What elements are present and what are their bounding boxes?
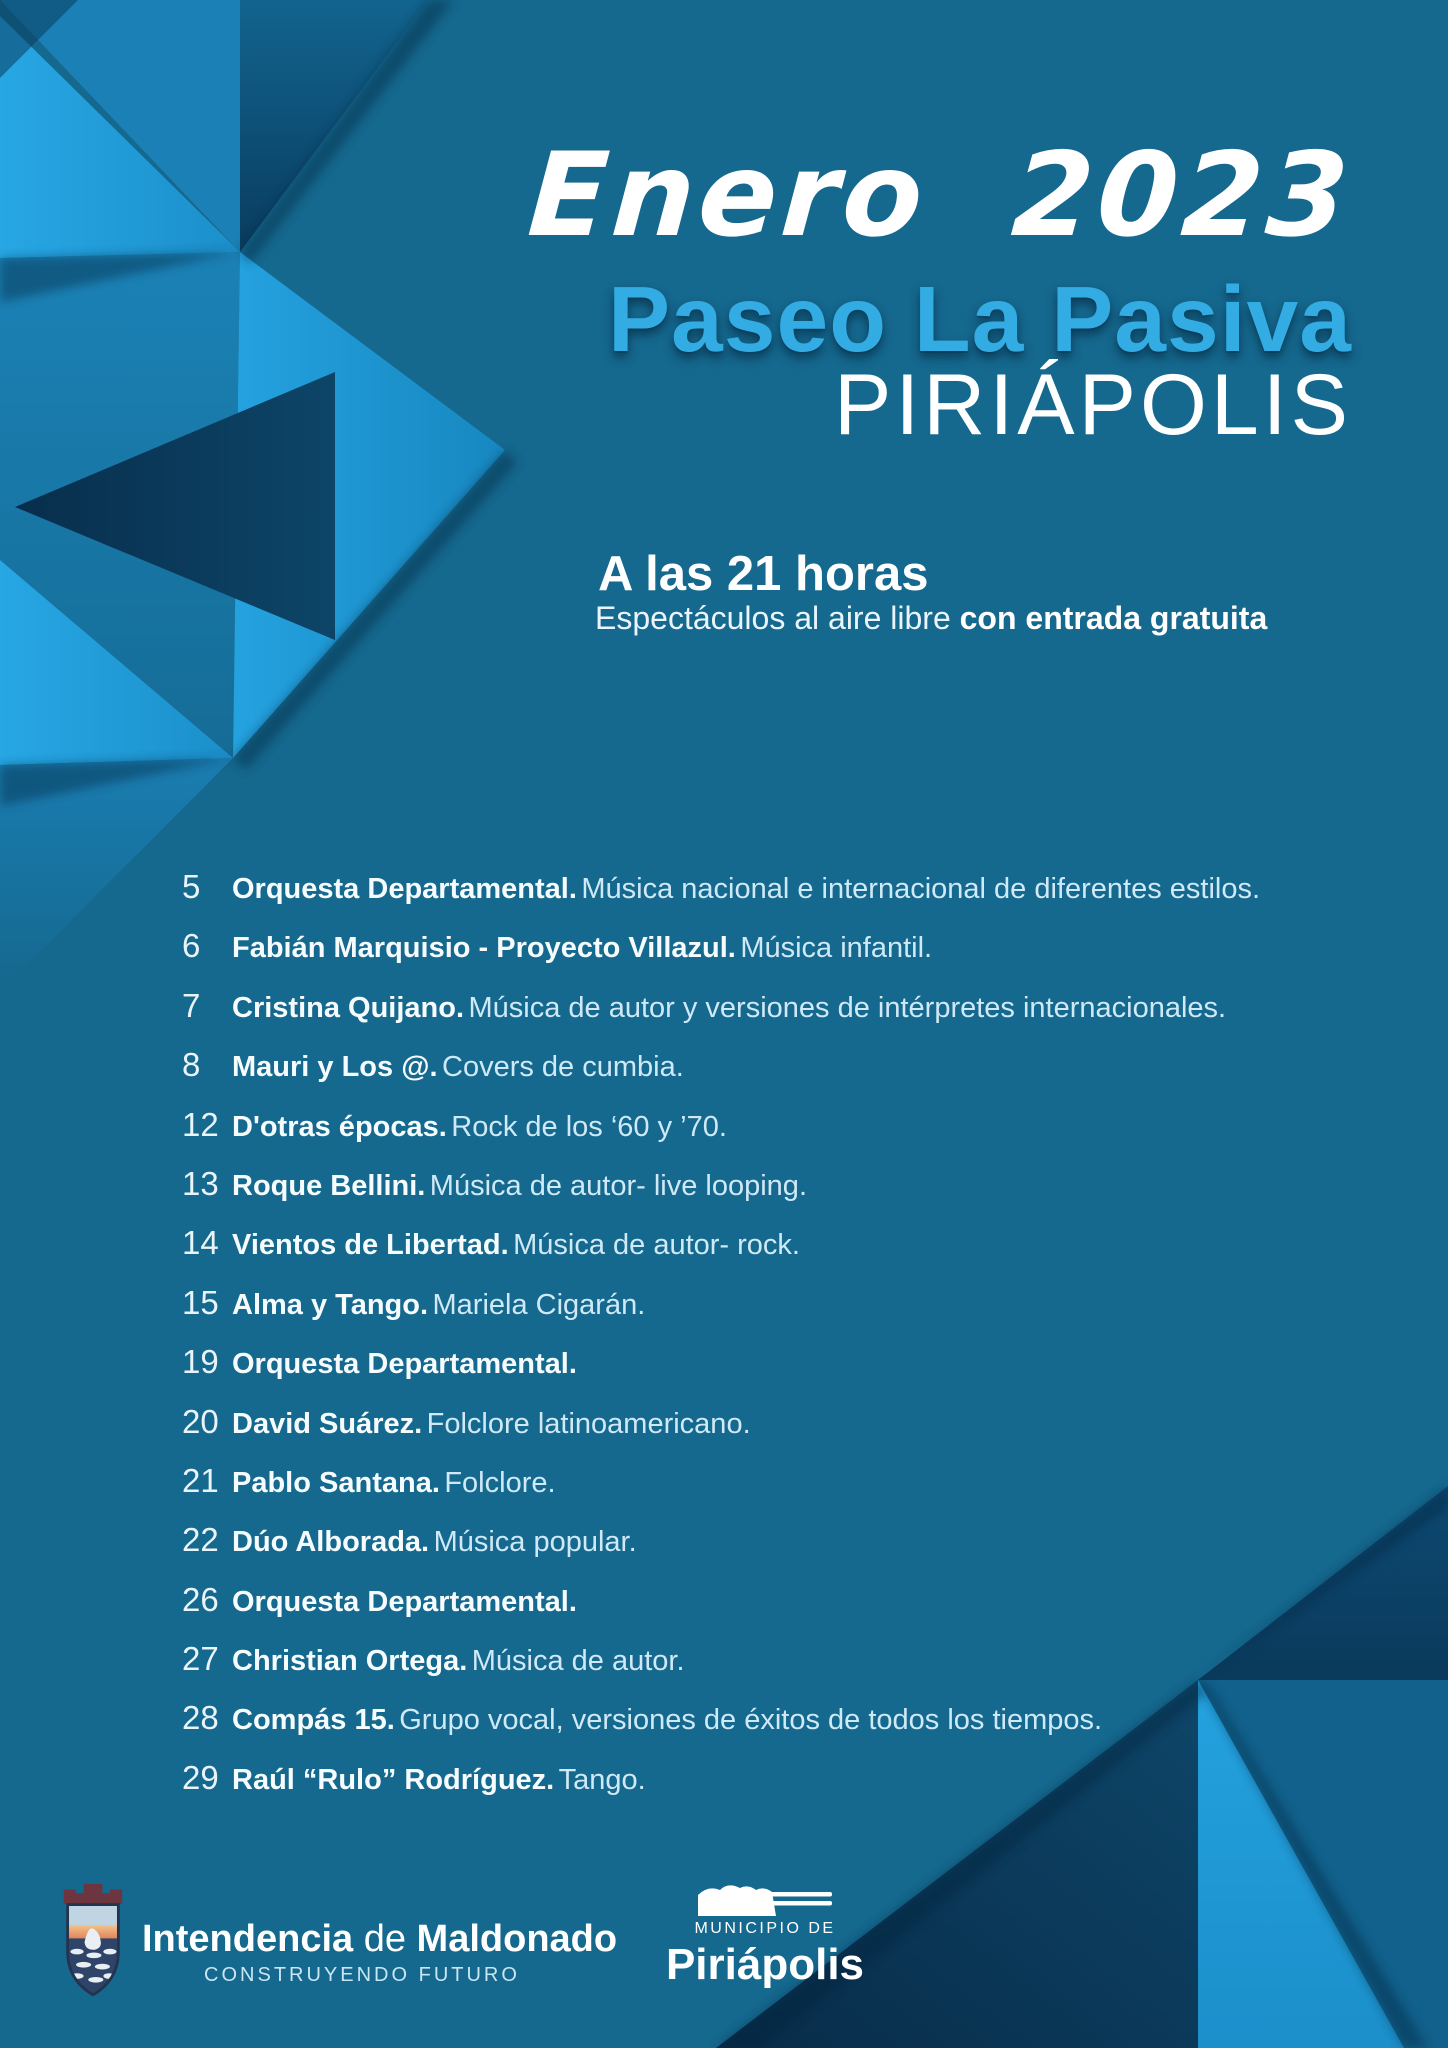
- list-item: [182, 1154, 1422, 1213]
- event-day: 20: [182, 1402, 219, 1440]
- list-item: [182, 1688, 1422, 1747]
- event-name: Raúl “Rulo” Rodríguez.: [232, 1763, 555, 1796]
- municipio-name: Piriápolis: [665, 1940, 865, 1989]
- event-day: 13: [182, 1164, 219, 1202]
- list-item: [182, 1748, 1422, 1807]
- event-day: 6: [182, 927, 201, 965]
- event-name: Roque Bellini.: [232, 1169, 426, 1202]
- list-item: [182, 1510, 1422, 1569]
- event-description: Música de autor.: [471, 1645, 685, 1678]
- event-day: 15: [182, 1283, 219, 1321]
- subtitle: [595, 600, 1267, 637]
- event-name: Compás 15.: [232, 1704, 395, 1737]
- list-item: [182, 1570, 1422, 1629]
- event-description: Folclore.: [444, 1466, 556, 1499]
- municipio-label: MUNICIPIO DE: [694, 1920, 836, 1937]
- intendencia-tagline: CONSTRUYENDO FUTURO: [204, 1964, 520, 1986]
- municipio-logo-block: [655, 1882, 875, 1990]
- event-description: Mariela Cigarán.: [432, 1288, 646, 1321]
- event-day: 29: [182, 1758, 219, 1796]
- event-name: Mauri y Los @.: [232, 1051, 438, 1084]
- list-item: [182, 1629, 1422, 1688]
- event-description: Tango.: [558, 1763, 646, 1796]
- event-name: Vientos de Libertad.: [232, 1229, 509, 1262]
- event-description: Música infantil.: [740, 932, 933, 965]
- event-day: 12: [182, 1105, 219, 1143]
- event-name: Christian Ortega.: [232, 1645, 468, 1678]
- event-name: Orquesta Departamental.: [232, 1348, 577, 1381]
- event-day: 5: [182, 868, 201, 905]
- intendencia-wordmark: [142, 1918, 617, 1961]
- event-day: 8: [182, 1046, 201, 1084]
- event-description: Folclore latinoamericano.: [426, 1407, 751, 1440]
- event-name: Orquesta Departamental.: [232, 873, 577, 905]
- list-item: [182, 1392, 1422, 1451]
- event-description: Rock de los ‘60 y ’70.: [451, 1110, 727, 1143]
- event-day: 21: [182, 1461, 219, 1499]
- list-item: [182, 1273, 1422, 1332]
- event-day: 19: [182, 1343, 219, 1381]
- venue-name: Paseo La Pasiva: [608, 267, 1352, 371]
- list-item: [182, 857, 1422, 916]
- list-item: [182, 916, 1422, 975]
- event-day: 27: [182, 1640, 219, 1678]
- piriapolis-hills-icon: [698, 1882, 832, 1916]
- maldonado-crest-logo: [58, 1882, 128, 2008]
- list-item: [182, 1095, 1422, 1154]
- event-description: Grupo vocal, versiones de éxitos de todos los tiempos.: [399, 1704, 1103, 1737]
- list-item: [182, 1451, 1422, 1510]
- event-name: Dúo Alborada.: [232, 1526, 430, 1559]
- event-list: [182, 857, 1422, 1807]
- list-item: [182, 1213, 1422, 1272]
- list-item: [182, 1332, 1422, 1391]
- intendencia-word-1: Intendencia: [142, 1918, 354, 1960]
- time-heading: A las 21 horas: [598, 547, 929, 601]
- list-item: [182, 976, 1422, 1035]
- event-description: Música de autor- rock.: [513, 1229, 800, 1262]
- event-description: Música nacional e internacional de diferentes estilos.: [581, 873, 1261, 905]
- event-name: Pablo Santana.: [232, 1466, 440, 1499]
- event-name: Alma y Tango.: [232, 1288, 429, 1321]
- event-day: 7: [182, 986, 201, 1024]
- subtitle-bold: con entrada gratuita: [959, 600, 1268, 636]
- subtitle-regular: Espectáculos al aire libre: [595, 600, 960, 636]
- event-name: Cristina Quijano.: [232, 991, 465, 1024]
- event-name: David Suárez.: [232, 1407, 423, 1440]
- event-name: Fabián Marquisio - Proyecto Villazul.: [232, 932, 736, 965]
- event-name: Orquesta Departamental.: [232, 1585, 577, 1618]
- event-name: D'otras épocas.: [232, 1110, 447, 1143]
- list-item: [182, 1035, 1422, 1094]
- event-day: 14: [182, 1224, 219, 1262]
- intendencia-word-3: Maldonado: [416, 1918, 618, 1960]
- city-name: PIRIÁPOLIS: [834, 357, 1352, 453]
- event-day: 28: [182, 1699, 219, 1737]
- intendencia-word-2: de: [353, 1918, 417, 1960]
- event-description: Covers de cumbia.: [442, 1051, 684, 1084]
- poster-title: Enero 2023: [524, 128, 1357, 263]
- event-description: Música de autor- live looping.: [429, 1169, 807, 1202]
- event-day: 22: [182, 1521, 219, 1559]
- event-description: Música de autor y versiones de intérpretes internacionales.: [468, 991, 1227, 1024]
- event-description: Música popular.: [433, 1526, 637, 1559]
- event-day: 26: [182, 1580, 219, 1618]
